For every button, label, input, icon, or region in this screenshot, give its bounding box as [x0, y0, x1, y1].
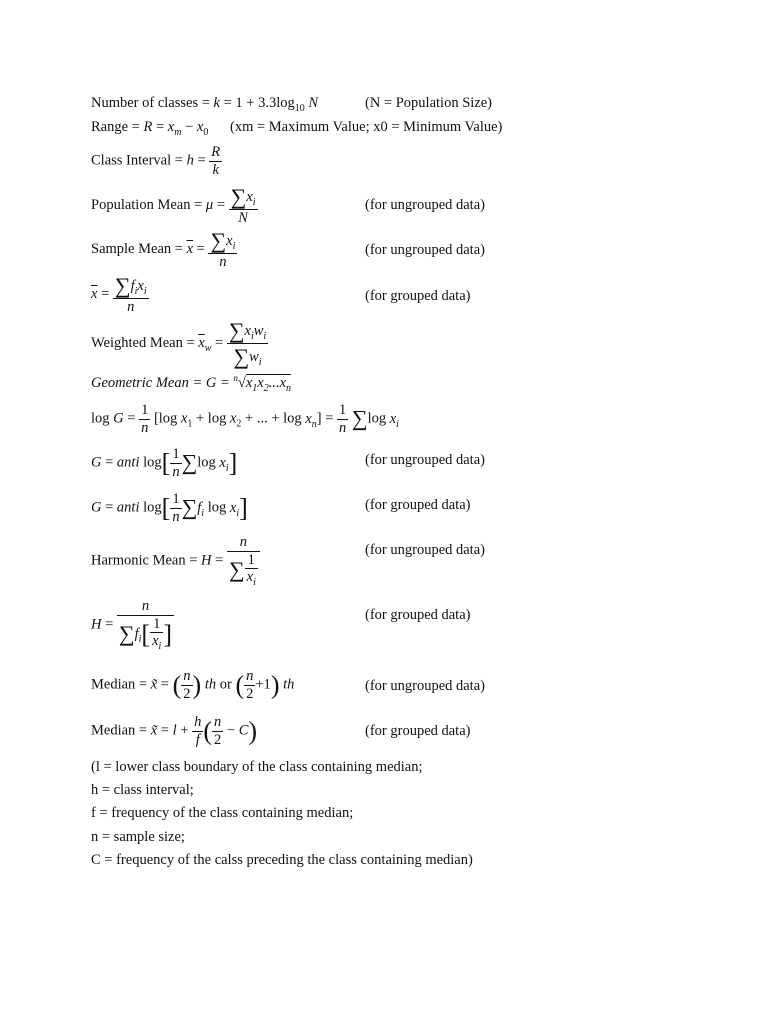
fraction-r-over-k: $\frac{R}{k}$ — [211, 144, 221, 178]
formula-geometric-mean: Geometric Mean = $G = ^n√x_1x_2...x_n$ — [91, 373, 292, 394]
fraction-sum-xi-over-n: $\frac{\sum x_i}{N}$ — [230, 184, 256, 227]
formula-g-ungrouped: G = anti log[ $\frac{1}{n}$ ∑log $x_i$] — [91, 446, 238, 480]
harmonic-mean-note: (for ungrouped data) — [365, 542, 485, 558]
fraction-g-ungrouped: $\frac{1}{n}$ — [172, 446, 180, 480]
formula-g-grouped: G = anti log[ $\frac{1}{n}$ $\sum f_i$ $\log x_i$] — [91, 491, 248, 525]
population-mean-note: (for ungrouped data) — [365, 197, 485, 213]
formula-median-grouped: Median = x̃ = l + $\frac{h}{f}$ ( $\frac{n}{2}$ − C) — [91, 714, 258, 748]
fraction-h-over-f: $\frac{h}{f}$ — [194, 714, 202, 748]
formula-h-grouped: H = n $\sum f_i$[ $\frac{1}{x_i}$ ] — [91, 598, 172, 653]
fraction-g-grouped: $\frac{1}{n}$ — [172, 491, 180, 525]
fraction-one-over-n: $\frac{1}{n}$ — [141, 402, 149, 436]
legend-h: h = class interval; — [91, 782, 194, 798]
fraction-one-over-xi-2: $\frac{1}{x_i}$ — [152, 615, 162, 653]
grouped-mean-note: (for grouped data) — [365, 288, 471, 304]
formula-log-g: log G = $\frac{1}{n}$ [log $x_1 + \log x_2$ + ... + $\log x_n$] = $\frac{1}{n}$ ∑log $x_i$ — [91, 402, 399, 436]
median-ungrouped-note: (for ungrouped data) — [365, 678, 485, 694]
fraction-one-over-xi: $\frac{1}{x_i}$ — [246, 551, 256, 589]
legend-n: n = sample size; — [91, 829, 185, 845]
fraction-h-grouped: n $\sum f_i$[ $\frac{1}{x_i}$ ] — [118, 598, 172, 653]
formula-population-mean: Population Mean = μ = $\frac{\sum x_i}{N}$ — [91, 184, 256, 227]
formula-class-interval: Class Interval = h = $\frac{R}{k}$ — [91, 144, 221, 178]
median-grouped-note: (for grouped data) — [365, 723, 471, 739]
formula-sample-mean: Sample Mean = $\overline{x}$ = $\frac{\sum x_i}{n}$ — [91, 228, 236, 271]
legend-f: f = frequency of the class containing median; — [91, 805, 354, 821]
formula-harmonic-mean: Harmonic Mean = H = n ∑ $\frac{1}{x_i}$ — [91, 534, 260, 589]
legend-c: C = frequency of the calss preceding the class containing median) — [91, 852, 473, 868]
formula-range: Range = $R = x_m - x_0$ — [91, 119, 209, 138]
formula-number-of-classes: Number of classes = $k = 1 + 3.3\log_{10}$ N — [91, 95, 319, 114]
fraction-sample-mean: $\frac{\sum x_i}{n}$ — [210, 228, 236, 271]
classes-note: (N = Population Size) — [365, 95, 492, 111]
fraction-weighted-mean: $\frac{\sum x_iw_i}{\sum w_i}$ — [228, 318, 267, 370]
fraction-n-over-2: $\frac{n}{2}$ — [183, 668, 191, 702]
fraction-n-over-2-b: $\frac{n}{2}$ — [246, 668, 254, 702]
fraction-harmonic-mean: n ∑ $\frac{1}{x_i}$ — [227, 534, 260, 589]
g-grouped-note: (for grouped data) — [365, 497, 471, 513]
legend-l: (l = lower class boundary of the class containing median; — [91, 759, 423, 775]
formula-median-ungrouped: Median = x̃ = ( $\frac{n}{2}$ ) th or ( $\frac{n}{2}$ +1) th — [91, 668, 295, 702]
range-note: (xm = Maximum Value; x0 = Minimum Value) — [230, 119, 503, 135]
sample-mean-note: (for ungrouped data) — [365, 242, 485, 258]
fraction-grouped-mean: $\frac{\sum f_ix_i}{n}$ — [114, 273, 147, 316]
fraction-one-over-n-2: $\frac{1}{n}$ — [339, 402, 347, 436]
g-ungrouped-note: (for ungrouped data) — [365, 452, 485, 468]
formula-weighted-mean: Weighted Mean = $\overline{x}_w$ = $\frac{\sum x_iw_i}{\sum w_i}$ — [91, 318, 267, 370]
formula-grouped-mean: $\overline{x}$ = $\frac{\sum f_ix_i}{n}$ — [91, 273, 147, 316]
fraction-n-over-2-c: $\frac{n}{2}$ — [214, 714, 222, 748]
h-grouped-note: (for grouped data) — [365, 607, 471, 623]
